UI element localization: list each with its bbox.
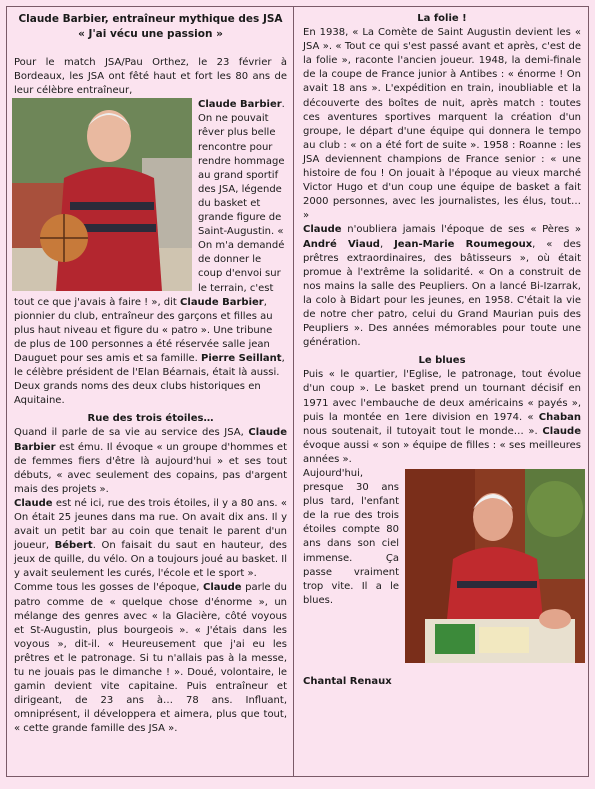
article-title xyxy=(14,12,287,42)
photo-claude-with-basketball xyxy=(12,98,192,291)
article-page xyxy=(6,6,589,777)
photo-claude-with-papers xyxy=(405,469,585,663)
section-heading-rue: Rue des trois étoiles… xyxy=(87,413,214,425)
paragraph-1938: En 1938, « La Comète de Saint Augustin devient les « JSA ». « Tout ce qui s'est passé avant et après, c'est de la folie », raconte l'ancien joueur. 1948, la demi-finale de la coupe de France junior à Antibes : « énorme ! On avait 18 ans ». L'expédition en train, inoubliable et la découverte des boîtes de nuit, après match : toutes ces aventures sportives marquent la création d'un groupe, le départ d'une équipe qui donnera le tempo au club : « on a été fort de suite ». 1958 : Roanne : les JSA deviennent champions de France senior : « une histoire de fou ! On jouait à l'époque au vieux marché Victor Hugo et d'un coup une équipe de basket a fait 2000 personnes, avec les journalistes, les élus, tout… » xyxy=(303,27,581,222)
title-line-2: « J'ai vécu une passion » xyxy=(78,28,223,40)
paragraph-aujourdhui: Aujourd'hui, presque 30 ans plus tard, l'enfant de la rue des trois étoiles compte 80 ans dans son ciel immense. Ça passe vraiment trop vite. Il a le blues. xyxy=(303,468,399,606)
paragraph-quartier: Puis « le quartier, l'Eglise, le patronage, tout évolue d'un coup ». Le basket prend un tournant décisif en 1971 avec l'embauche de deux américains « payés », puis la montée en 1ere division en 1974. « Chaban nous soutenait, il tutoyait tout le monde… ». Claude évoque aussi « son » équipe de filles : « ses meilleures années ». xyxy=(303,369,581,465)
right-column xyxy=(295,7,588,776)
paragraph-patro: Comme tous les gosses de l'époque, Claude parle du patro comme de « quelque chose d'énorme », un mélange des genres avec « la Glacière, côté voyous et St-Augustin, plus bourgeois ». « J'étais dans les voyous », dit-il. « Heureusement que j'ai eu les prêtres et le patronage. Si tu n'allais pas à la messe, tu ne jouais pas le dimanche ! ». Doué, volontaire, le gamin devient vite capitaine. Puis entraîneur et dirigeant, de 23 ans à… 78 ans. Influant, omniprésent, il développera et aimera, plus que tout, « cette grande famille des JSA ». xyxy=(14,582,287,735)
section-heading-folie: La folie ! xyxy=(417,13,467,24)
section-heading-blues: Le blues xyxy=(418,355,466,367)
author-signature: Chantal Renaux xyxy=(303,676,392,687)
title-line-1: Claude Barbier, entraîneur mythique des JSA xyxy=(18,13,283,25)
paragraph-peres: Claude n'oubliera jamais l'époque de ses « Pères » André Viaud, Jean-Marie Roumegoux, « des prêtres extraordinaires, des bâtisseurs », où était promue à l'extrême la solidarité. « On a construit de nos mains la salle des Peupliers. On a lancé Bi-Izarrak, la colo à Bidart pour les jeunes, en 1958. C'était la vie de notre cher patro, celui du Grand Maurian puis des Peupliers ». Des années mémorables pour toute une génération. xyxy=(303,224,581,349)
paragraph-quand: Quand il parle de sa vie au service des JSA, Claude Barbier est ému. Il évoque « un groupe d'hommes et de femmes fiers d'être là aujourd'hui » et ses tout débuts, « avec seulement des copains, pas d'argent mais des projets ». xyxy=(14,427,287,495)
intro-paragraph: Pour le match JSA/Pau Orthez, le 23 février à Bordeaux, les JSA ont fêté haut et fort les 80 ans de leur célèbre entraîneur, xyxy=(14,57,287,97)
paragraph-ne-ici: Claude est né ici, rue des trois étoiles, il y a 80 ans. « On était 25 jeunes dans ma rue. On avait dix ans. Il y avait un petit bar au coin que tenait le parent d'un joueur, Bébert. On faisait du saut en hauteur, des jeux de quille, du vélo. On a toujours joué au basket. Il y avait seulement les curés, l'école et le sport ». xyxy=(14,497,287,580)
left-column: Claude Barbier, entraîneur mythique des JSA « J'ai vécu une passion » Pour le match JSA/Pau Orthez, le 23 février à Bordeaux, les JSA ont fêté haut et fort les 80 ans de leur célèbre entraîneur, Claude Barbier. On ne pouvait rêver plus belle rencontre pour rendre hommage au grand sportif des JSA, légende du basket et grande figure de Saint-Augustin. « On m'a demandé de donner le coup d'envoi sur le terrain, c'est tout ce que j'avais à faire ! », dit Claude Barbier, pionnier du club, entraîneur des garçons et filles au plus haut niveau et figure du « patro ». Une tribune de plus de 100 personnes a été réservée salle jean Dauguet pour ses amis et sa famille. Pierre Seillant, le célèbre président de l'Elan Béarnais, était là aussi. Deux grands noms des deux clubs historiques en Aquitaine. Rue des trois étoiles… Quand il parle de sa vie au service des JSA, Claude Barbier est ému. Il évoque « un groupe d'hommes et de femmes fiers d'être là aujourd'hui » et ses tout débuts, « avec seulement des copains, pas d'argent mais des projets ». Claude est né ici, rue des trois étoiles, il y a 80 ans. « On était 25 jeunes dans ma rue. On avait dix ans. Il y avait un petit bar au coin que tenait le parent d'un joueur, Bébert. On faisait du saut en hauteur, des jeux de quille, du vélo. On a toujours joué au basket. Il y avait seulement les curés, l'école et le sport ». Comme tous les gosses de l'époque, Claude parle du patro comme de « quelque chose d'énorme », un mélange des genres avec « la Glacière, côté voyous et St-Augustin, plus bourgeois ». « J'étais dans les voyous », dit-il. « Heureusement que j'ai eu les prêtres et le patronage. Si tu n'allais pas à la messe, tu ne jouais pas le dimanche ! ». Doué, volontaire, le gamin devient vite capitaine. Puis entraîneur et dirigeant, de 23 ans à… 78 ans. Influant, omniprésent, il développera et aimera, plus que tout, « cette grande famille des JSA ». xyxy=(7,7,294,776)
